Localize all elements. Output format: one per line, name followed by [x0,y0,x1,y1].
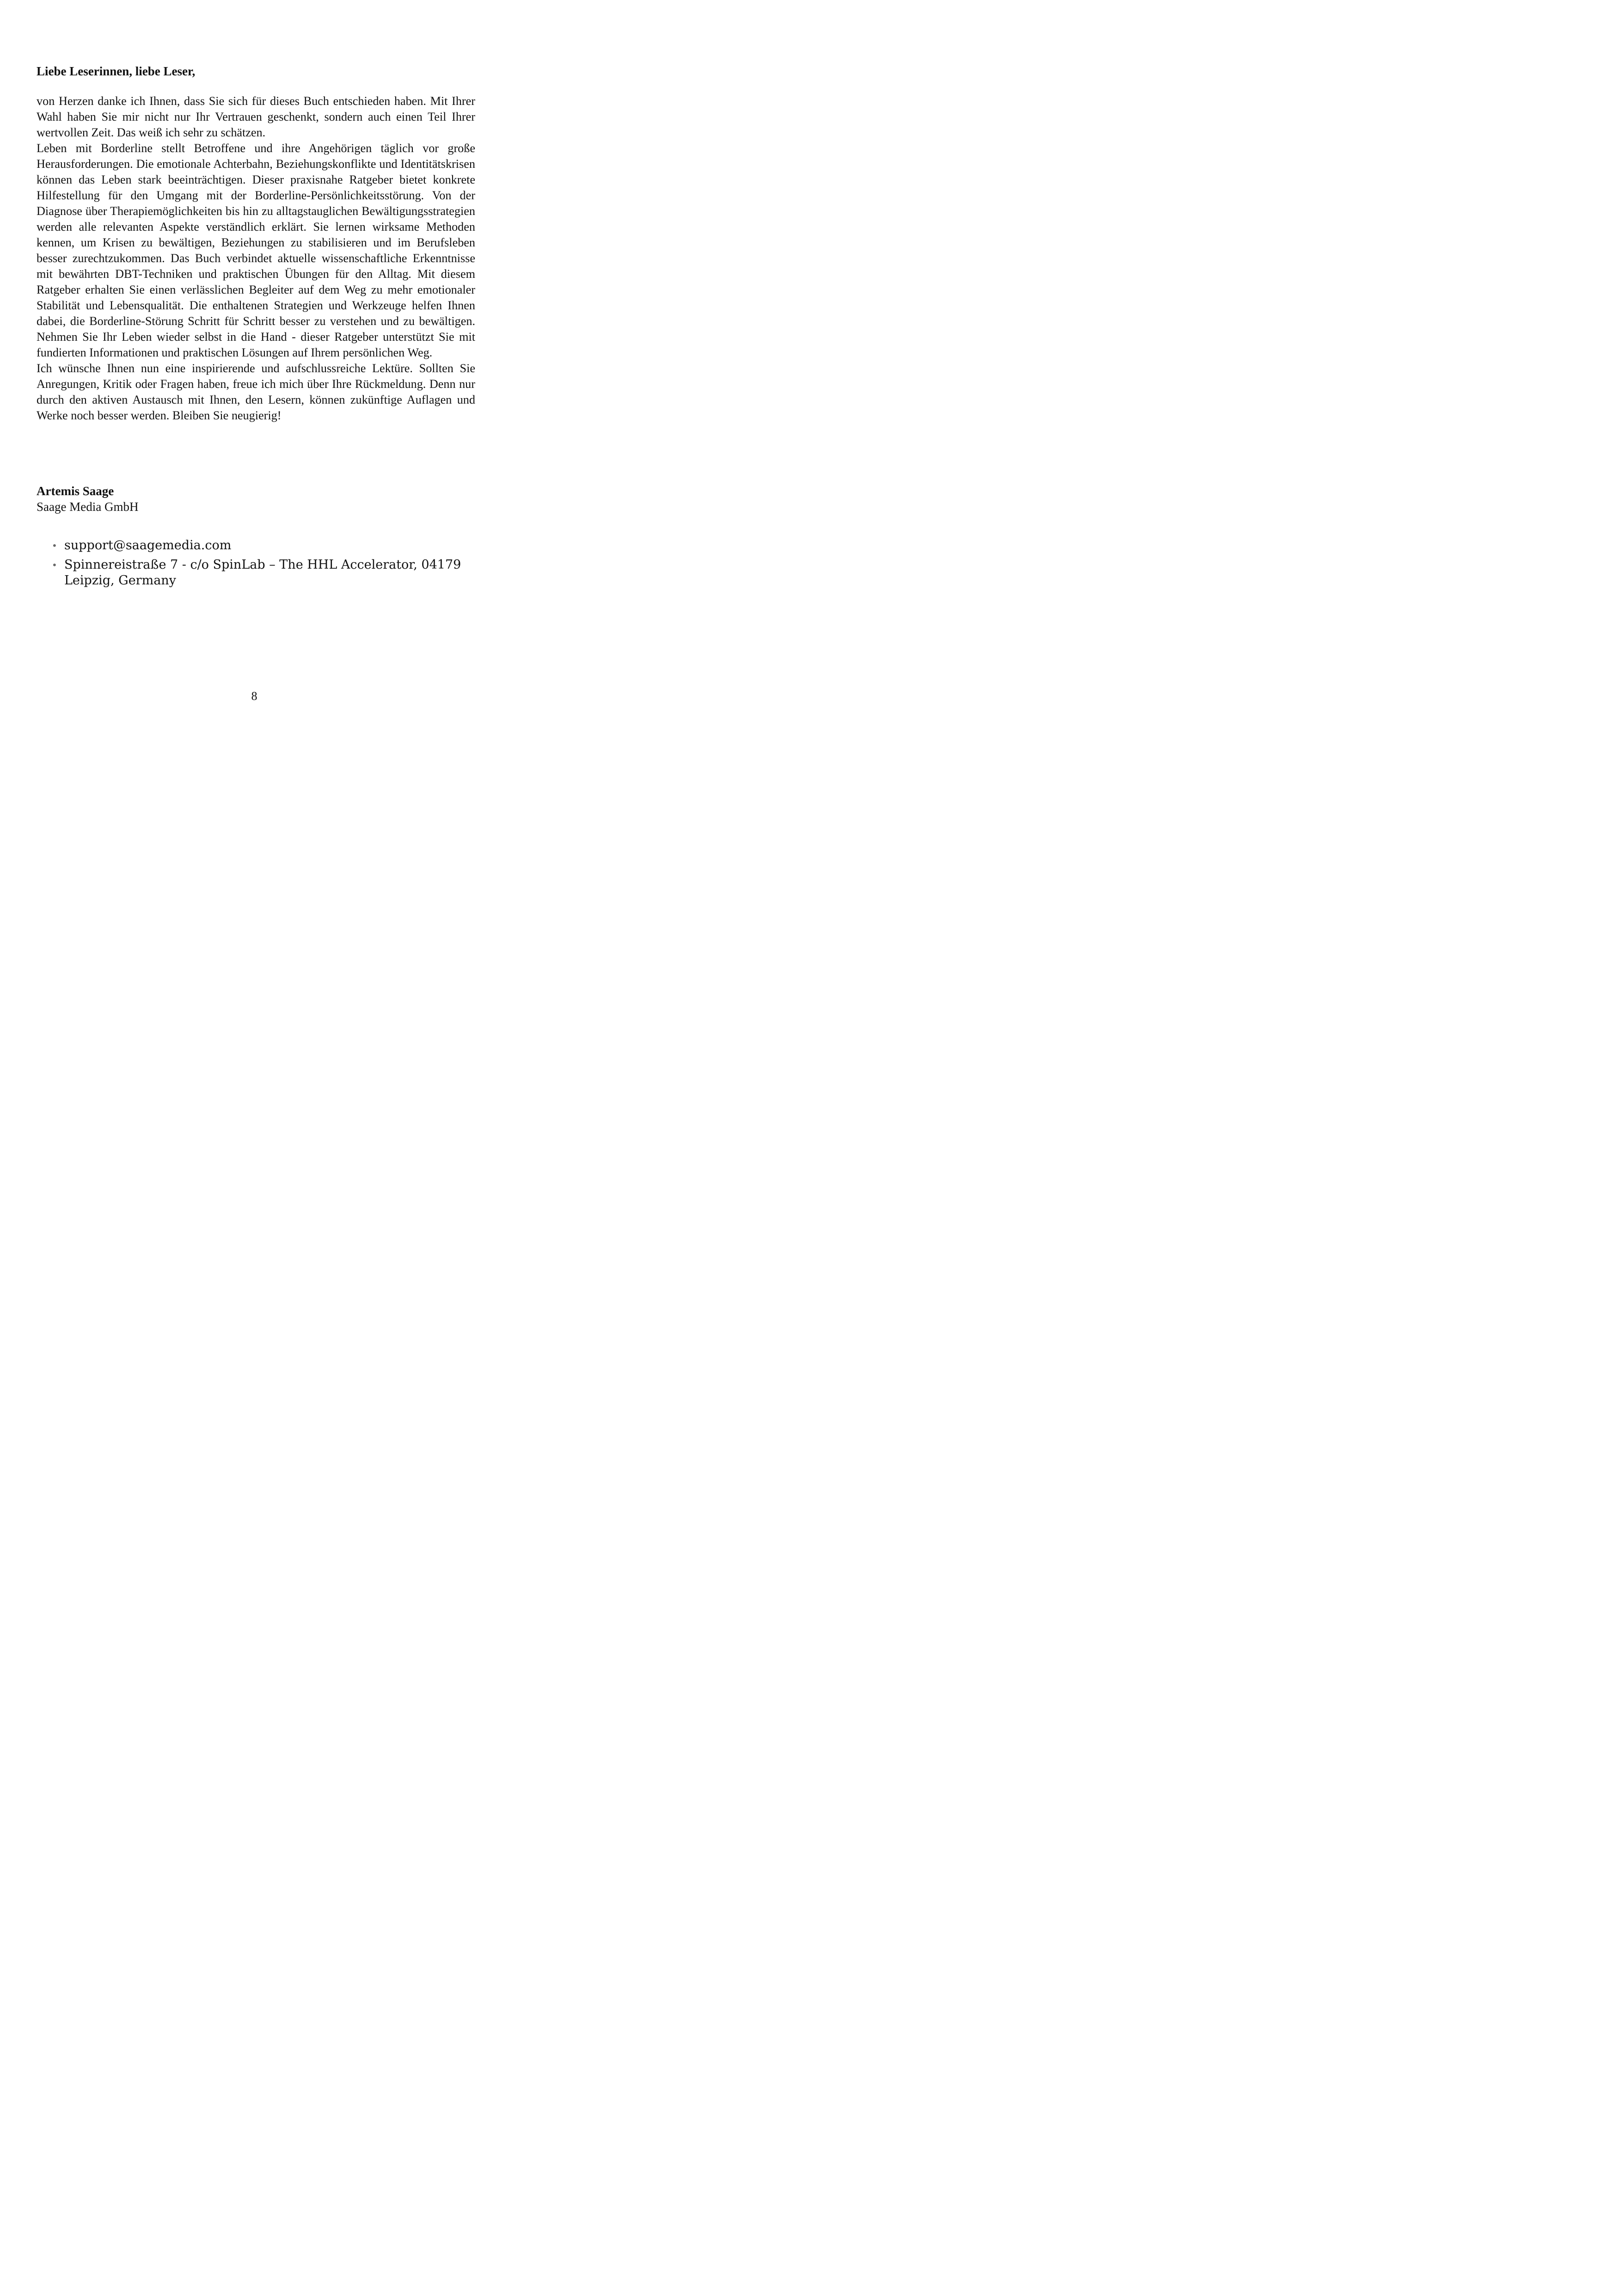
bullet-icon: • [52,540,57,551]
author-name: Artemis Saage [37,484,114,498]
page-number: 8 [251,689,257,703]
paragraph-book-description: Leben mit Borderline stellt Betroffene und ihre Angehörigen täglich vor große Herausforderungen. Die emotionale Achterbahn, Beziehungskonflikte und Identitätskrisen können das Leben stark beeinträchtigen. Dieser praxisnahe Ratgeber bietet konkrete Hilfestellung für den Umgang mit der Borderline-Persönlichkeitsstörung. Von der Diagnose über Therapiemöglichkeiten bis hin zu alltagstauglichen Bewältigungsstrategien werden alle relevanten Aspekte verständlich erklärt. Sie lernen wirksame Methoden kennen, um Krisen zu bewältigen, Beziehungen zu stabilisieren und im Berufsleben besser zurechtzukommen. Das Buch verbindet aktuelle wissenschaftliche Erkenntnisse mit bewährten DBT-Techniken und praktischen Übungen für den Alltag. Mit diesem Ratgeber erhalten Sie einen verlässlichen Begleiter auf dem Weg zu mehr emotionaler Stabilität und Lebensqualität. Die enthaltenen Strategien und Werkzeuge helfen Ihnen dabei, die Borderline-Störung Schritt für Schritt besser zu verstehen und zu bewältigen. Nehmen Sie Ihr Leben wieder selbst in die Hand - dieser Ratgeber unterstützt Sie mit fundierten Informationen und praktischen Lösungen auf Ihrem persönlichen Weg. [37,141,475,359]
contact-address-item [49,557,465,589]
letter-body [37,93,475,424]
company-name: Saage Media GmbH [37,500,139,514]
book-page [0,0,509,722]
letter-greeting: Liebe Leserinnen, liebe Leser, [37,64,196,78]
paragraph-thanks: von Herzen danke ich Ihnen, dass Sie sich für dieses Buch entschieden haben. Mit Ihrer Wahl haben Sie mir nicht nur Ihr Vertrauen geschenkt, sondern auch einen Teil Ihrer wertvollen Zeit. Das weiß ich sehr zu schätzen. [37,94,475,139]
paragraph-closing-wishes: Ich wünsche Ihnen nun eine inspirierende und aufschlussreiche Lektüre. Sollten Sie Anregungen, Kritik oder Fragen haben, freue ich mich über Ihre Rückmeldung. Denn nur durch den aktiven Austausch mit Ihnen, den Lesern, können zukünftige Auflagen und Werke noch besser werden. Bleiben Sie neugierig! [37,362,475,422]
contact-email-item [49,538,465,553]
contact-address: Spinnereistraße 7 - c/o SpinLab – The HHL Accelerator, 04179 Leipzig, Germany [64,558,461,588]
contact-email[interactable]: support@saagemedia.com [64,538,232,553]
contact-list [49,538,465,592]
signature-block [37,483,138,515]
bullet-icon: • [52,559,57,571]
